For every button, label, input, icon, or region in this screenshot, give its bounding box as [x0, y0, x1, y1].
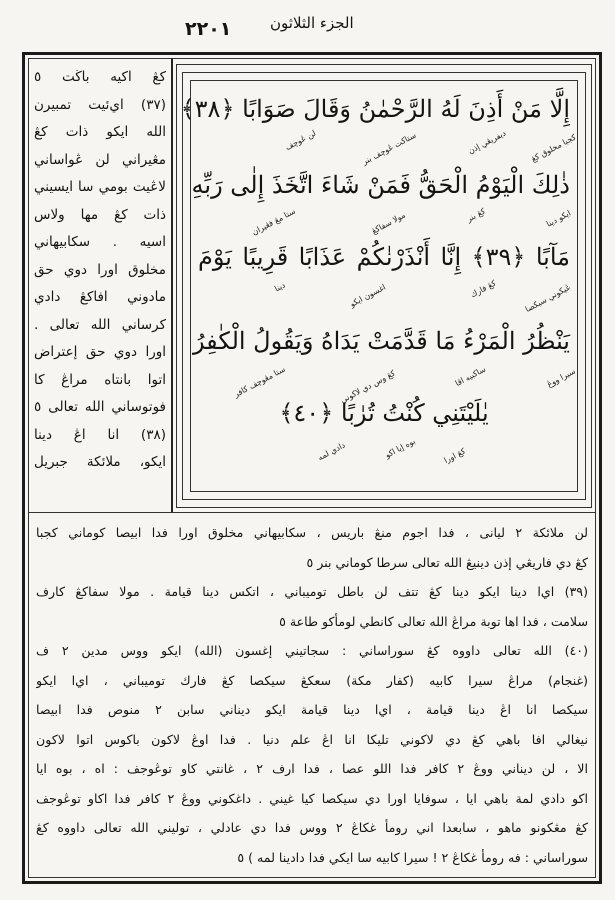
gloss: ستا مڠوچف كافر	[232, 364, 288, 400]
quran-line: إِلَّا مَنْ أَذِنَ لَهُ الرَّحْمٰنُ وَقَالَ صَوَابًا ﴿٣٨﴾	[180, 95, 570, 123]
commentary-line: اسيه . سكابيهاني	[34, 234, 166, 250]
commentary-line: كڠ مڠكونو ماهو ، سابعدا اني رومأ غكاڠ ٢ ووس فدا دي عادلي ، توليني الله تعالى داووه كڠ	[36, 820, 588, 835]
commentary-line: كڠ اكيه باڬت ٥	[34, 69, 166, 85]
quran-line: يٰلَيْتَنِي كُنْتُ تُرٰبًا ﴿٤٠﴾	[279, 399, 489, 427]
commentary-line: كڠ دي فاريڠي إذن دينيڠ الله تعالى سرطا كوماني بنر ٥	[306, 554, 588, 570]
commentary-line: نيغالي افا باهي كڠ دي لاكوني تليكا انا اڠ علم دنيا . فدا اوڠ لاكون باكوس اتوا لاكون	[36, 731, 588, 747]
commentary-line: سلامت ، فدا اها توبة مراڠ الله تعالى كانطي لومأكو طاعة ٥	[279, 613, 588, 629]
gloss: كجبا مخلوق كڠ	[529, 132, 578, 164]
commentary-line: مخلوق اورا دوي حق	[34, 261, 166, 278]
gloss: اغسون ايكو	[348, 282, 388, 309]
gloss: كڠ اورا	[442, 446, 468, 466]
gloss: ڠيكوني سيكصا	[523, 282, 573, 314]
section-divider	[28, 512, 596, 513]
commentary-line: اتوا بانتاه مراڠ كا	[34, 371, 166, 388]
quran-line: ذٰلِكَ الْيَوْمُ الْحَقُّ فَمَنْ شَاءَ اتَّخَذَ إِلٰى رَبِّهِ	[191, 171, 570, 199]
left-commentary-column	[34, 64, 166, 477]
commentary-line: ايكو، ملائكة جبريل	[34, 454, 166, 470]
quran-line: يَنْظُرُ الْمَرْءُ مَا قَدَّمَتْ يَدَاهُ وَيَقُولُ الْكٰفِرُ	[192, 327, 570, 355]
gloss: ايكو دينا	[544, 208, 573, 229]
commentary-line: الله ايكو ذات كڠ	[34, 124, 166, 140]
gloss: سيرا ووڠ	[545, 366, 578, 389]
gloss: دينا	[273, 280, 288, 294]
commentary-line: اكو دادي لمة باهي ايا ، سوفايا اورا دي سيكصا كيا غيني . داغكوني ووڠ ٢ كافر فدا اكاو توڠوجف	[36, 790, 588, 806]
commentary-line: (٣٨) انا اڠ دينا	[34, 426, 166, 443]
gloss: بوه إيا اكو	[384, 436, 418, 460]
commentary-line: فوتوساني الله تعالى ٥	[34, 399, 166, 415]
commentary-line: (٣٩) اي‌ا دينا ايكو دينا كڠ تتف لن باطل توميباني ، اتكس دينا قيامة . مولا سفاكڠ كارف	[36, 584, 588, 599]
gloss: كڠ وس دي لاكوني	[339, 368, 398, 405]
commentary-line: (غنجام) مراڠ سيرا كابيه (كفار مكة) سعكڠ سيكصا كڠ فارك توميباني ، اي‌ا ايكو	[36, 672, 588, 688]
commentary-line: لن ملائكة ٢ ليانى ، فدا اجوم منڠ باريس ، سكابيهاني مخلوق اورا فدا ابيصا كوماني كجبا	[36, 525, 588, 540]
bottom-commentary	[36, 518, 588, 872]
commentary-line: الا ، لن ديناني ووڠ ٢ كافر فدا اللو عصا ، فدا ارف ٢ ، غانتي كاو توڠوجف : اه ، بوه ايا	[36, 761, 588, 776]
column-divider	[171, 58, 173, 513]
commentary-line: لاڠيت بومي سا ايسيني	[34, 179, 166, 195]
gloss: ستا مڠ فڠيران	[250, 206, 298, 237]
gloss: كڠ فارك	[468, 278, 498, 300]
page-number: ٢٢٠١	[185, 18, 232, 40]
gloss: لن ڠوچف	[283, 128, 318, 153]
commentary-line: سيكصا انا اڠ دينا قيامة ، اي‌ا دينا قيامة ايكو ديناني سابن ٢ منوص فدا ابيصا	[36, 702, 588, 717]
commentary-line: كرساني الله تعالى .	[34, 316, 166, 333]
commentary-line: سوراساني : فه رومأ غكاڠ ٢ ! سيرا كابيه سا ايكي فدا دادينا لمه ) ٥	[237, 849, 588, 865]
gloss: كڠ بنر	[465, 206, 488, 224]
commentary-line: مادوني افاكڠ دادي	[34, 289, 166, 305]
gloss: ساكبيه اڤا	[453, 364, 488, 389]
gloss: ستاكت ڠوچف بنر	[360, 130, 418, 167]
quran-line: مَآبًا ﴿٣٩﴾ إِنَّا أَنْذَرْنٰكُمْ عَذَابًا قَرِيبًا يَوْمَ	[198, 243, 570, 271]
commentary-line: (٣٧) اي‌ئيت تمبيرن	[34, 96, 166, 113]
commentary-line: مڠيراني لن ڠواساني	[34, 151, 166, 168]
commentary-line: (٤٠) الله تعالى داووه كڠ سوراساني : سجاتيني إغسون (الله) ايكو ووس مدين ٢ ف	[36, 643, 588, 658]
gloss: ديفريڠي إذن	[466, 128, 508, 156]
gloss: دادي لمه	[316, 440, 348, 463]
juz-title: الجزء الثلاثون	[270, 14, 354, 32]
commentary-line: ذات كڠ مها ولاس	[34, 206, 166, 223]
commentary-line: اورا دوي حق إعتراض	[34, 344, 166, 360]
gloss: مولا سفاكڠ	[370, 210, 408, 236]
